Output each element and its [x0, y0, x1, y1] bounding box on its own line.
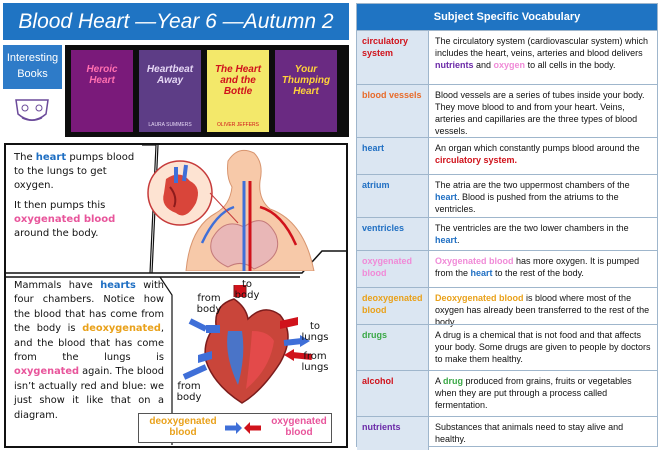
vocabulary-header: Subject Specific Vocabulary [357, 4, 657, 30]
keyword-oxygenated-blood: oxygenated blood [14, 214, 116, 225]
book-author: LAURA SUMMERS [148, 122, 192, 128]
interesting-books-label: Interesting Books [3, 45, 62, 89]
school-crest-icon [10, 96, 54, 128]
book-title: Heartbeat Away [146, 64, 194, 86]
label-from-body-top: from body [196, 293, 222, 315]
vocabulary-term: atrium [357, 175, 429, 217]
legend-arrows [223, 420, 263, 436]
book-title: The Heart and the Bottle [214, 64, 262, 97]
vocabulary-row [357, 250, 657, 287]
vocabulary-row [357, 84, 657, 137]
label-from-lungs: from lungs [301, 351, 329, 373]
vocabulary-term: circulatory system [357, 31, 429, 84]
vocabulary-definition: The circulatory system (cardiovascular system) which includes the heart, veins, arteries and blood delivers nutrients and oxygen to all cells in the body. [435, 36, 649, 70]
label-to-lungs: to lungs [301, 321, 329, 343]
torso-heart-illustration [146, 147, 342, 271]
book-cover[interactable] [275, 50, 337, 132]
book-title: Heroic Heart [86, 64, 118, 86]
intro-text-a: The [14, 152, 36, 163]
vocabulary-definition: The atria are the two uppermost chambers of the heart. Blood is pushed from the atriums to the ventricles. [435, 180, 630, 214]
book-covers-strip [65, 45, 349, 137]
vocabulary-row [357, 137, 657, 174]
vocabulary-definition: Deoxygenated blood is blood where most of the oxygen has already been transferred to the rest of the body. [435, 293, 650, 327]
intro-text-c: It then pumps this [14, 200, 106, 211]
chambers-text-a: Mammals have [14, 280, 101, 291]
vocabulary-definition: Oxygenated blood has more oxygen. It is pumped from the heart to the rest of the body. [435, 256, 640, 278]
vocabulary-row [357, 416, 657, 450]
vocabulary-table [356, 3, 658, 447]
vocabulary-row [357, 174, 657, 217]
keyword-oxygenated: oxygenated [14, 366, 80, 378]
vocabulary-term: oxygenated blood [357, 251, 429, 287]
vocabulary-term: heart [357, 138, 429, 174]
vocabulary-definition: A drug produced from grains, fruits or vegetables when they are put through a process called fermentation. [435, 376, 632, 410]
heart-intro-text [14, 151, 142, 247]
vocabulary-row [357, 30, 657, 84]
book-author: OLIVER JEFFERS [217, 122, 259, 128]
vocabulary-definition: An organ which constantly pumps blood around the circulatory system. [435, 143, 640, 165]
vocabulary-term: deoxygenated blood [357, 288, 429, 324]
chambers-text-b: with four chambers. Notice how the blood that has come from the body is [14, 280, 165, 335]
legend-deoxygenated-label: deoxygenated blood [149, 416, 217, 438]
vocabulary-row [357, 217, 657, 250]
vocabulary-definition: Substances that animals need to stay alive and healthy. [435, 422, 624, 444]
vocabulary-term: alcohol [357, 371, 429, 416]
keyword-hearts: hearts [100, 280, 136, 291]
book-cover[interactable] [139, 50, 201, 132]
title-banner [3, 3, 349, 40]
vocabulary-term: blood vessels [357, 85, 429, 137]
vocabulary-term: drugs [357, 325, 429, 370]
label-from-body-bottom: from body [176, 381, 202, 403]
vocabulary-row [357, 287, 657, 327]
vocabulary-term: ventricles [357, 218, 429, 250]
book-cover[interactable] [207, 50, 269, 132]
legend-oxygenated-label: oxygenated blood [271, 416, 327, 438]
vocabulary-definition: Blood vessels are a series of tubes inside your body. They move blood to and from your heart. Veins, arteries and capillaries are the three types of blood vessels. [435, 90, 645, 136]
chambers-text [14, 279, 164, 423]
label-to-body: to body [234, 279, 260, 301]
book-title: Your Thumping Heart [281, 64, 331, 97]
heart-diagram-panel [4, 143, 348, 448]
keyword-heart: heart [35, 152, 67, 163]
intro-text-b: pumps blood to the lungs to get oxygen. [14, 152, 135, 191]
page-title: Blood Heart —Year 6 —Autumn 2 [18, 10, 334, 33]
keyword-deoxygenated: deoxygenated [82, 323, 161, 335]
vocabulary-term: nutrients [357, 417, 429, 450]
vocabulary-definition: The ventricles are the two lower chambers in the heart. [435, 223, 629, 245]
book-cover[interactable] [71, 50, 133, 132]
vocabulary-definition: A drug is a chemical that is not food and that affects your body. Some drugs are given to people by doctors to make them healthy. [435, 330, 651, 364]
blood-colour-legend [138, 413, 332, 443]
chambers-text-d: again. The blood isn’t actually red and blue: we just show it like that on a diagram. [14, 366, 165, 421]
vocabulary-row [357, 370, 657, 416]
chambers-text-c: , and the blood that has come from the lungs is [14, 323, 164, 364]
vocabulary-row [357, 324, 657, 370]
intro-text-d: around the body. [14, 228, 99, 239]
